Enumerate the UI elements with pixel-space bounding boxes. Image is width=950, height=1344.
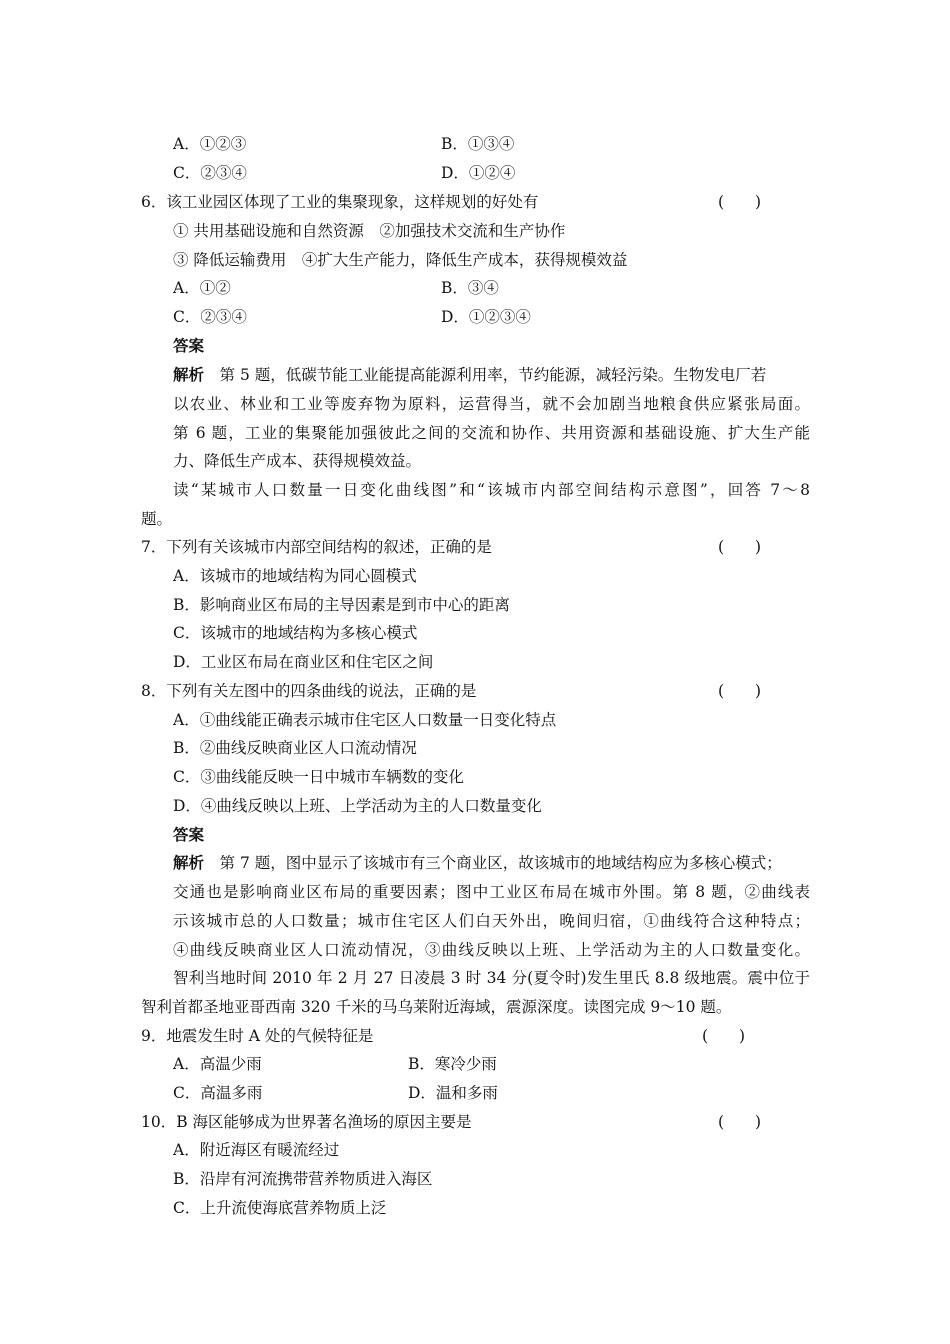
q9-option-c: C．高温多雨: [173, 1084, 263, 1102]
q9-option-a: A．高温少雨: [173, 1055, 262, 1073]
q8-option-c: C．③曲线能反映一日中城市车辆数的变化: [173, 768, 464, 786]
q9-answer-paren: ( ): [702, 1027, 746, 1045]
q10-option-c: C．上升流使海底营养物质上泛: [173, 1199, 387, 1217]
q6-statement-1: ① 共用基础设施和自然资源 ②加强技术交流和生产协作: [173, 222, 566, 240]
q8-stem: 8．下列有关左图中的四条曲线的说法，正确的是: [141, 682, 477, 700]
explanation-line: ④曲线反映商业区人口流动情况，③曲线反映以上班、上学活动为主的人口数量变化。: [173, 941, 810, 959]
q6-option-b: B．③④: [441, 279, 499, 297]
q6-option-d: D．①②③④: [441, 308, 531, 326]
q8-option-d: D．④曲线反映以上班、上学活动为主的人口数量变化: [173, 797, 542, 815]
q5-option-a: A．①②③: [173, 135, 247, 153]
q6-option-a: A．①②: [173, 279, 231, 297]
explanation-line: 力、降低生产成本、获得规模效益。: [173, 452, 422, 470]
q7-option-d: D．工业区布局在商业区和住宅区之间: [173, 653, 434, 671]
explanation-label: 解析: [173, 853, 205, 872]
q10-stem: 10．B 海区能够成为世界著名渔场的原因主要是: [141, 1113, 472, 1131]
q5-option-c: C．②③④: [173, 164, 247, 182]
q7-option-a: A．该城市的地域结构为同心圆模式: [173, 567, 417, 585]
explanation-line: 交通也是影响商业区布局的重要因素；图中工业区布局在城市外围。第 8 题，②曲线表: [173, 883, 810, 901]
q7-answer-paren: ( ): [718, 538, 762, 556]
answer-label: 答案: [173, 825, 205, 844]
q9-option-d: D．温和多雨: [408, 1084, 498, 1102]
explanation-line: 以农业、林业和工业等废弃物为原料，运营得当，就不会加剧当地粮食供应紧张局面。: [173, 395, 810, 413]
q5-option-b: B．①③④: [441, 135, 515, 153]
q8-option-a: A．①曲线能正确表示城市住宅区人口数量一日变化特点: [173, 711, 557, 729]
passage-intro-9-10-cont: 智利首都圣地亚哥西南 320 千米的马乌莱附近海域，震源深度。读图完成 9～10 题。: [141, 998, 732, 1016]
q7-stem: 7．下列有关该城市内部空间结构的叙述，正确的是: [141, 538, 492, 556]
q6-stem: 6．该工业园区体现了工业的集聚现象，这样规划的好处有: [141, 193, 539, 211]
q5-option-d: D．①②④: [441, 164, 516, 182]
q6-option-c: C．②③④: [173, 308, 247, 326]
q9-stem: 9．地震发生时 A 处的气候特征是: [141, 1027, 374, 1045]
q8-answer-paren: ( ): [718, 682, 762, 700]
q10-answer-paren: ( ): [718, 1113, 762, 1131]
explanation-line: [173, 365, 810, 385]
q6-answer-paren: ( ): [718, 193, 762, 211]
explanation-text: 第 7 题，图中显示了该城市有三个商业区，故该城市的地域结构应为多核心模式；: [204, 854, 782, 872]
explanation-line: [173, 853, 810, 873]
q10-option-b: B．沿岸有河流携带营养物质进入海区: [173, 1170, 433, 1188]
q7-option-b: B．影响商业区布局的主导因素是到市中心的距离: [173, 596, 510, 614]
q7-option-c: C．该城市的地域结构为多核心模式: [173, 624, 418, 642]
q6-statement-2: ③ 降低运输费用 ④扩大生产能力，降低生产成本，获得规模效益: [173, 251, 628, 269]
answer-label: 答案: [173, 336, 205, 355]
passage-intro-9-10: 智利当地时间 2010 年 2 月 27 日凌晨 3 时 34 分(夏令时)发生里氏 8.8 级地震。震中位于: [173, 969, 810, 987]
explanation-line: 示该城市总的人口数量；城市住宅区人们白天外出，晚间归宿，①曲线符合这种特点；: [173, 912, 810, 930]
passage-intro-7-8-cont: 题。: [141, 510, 173, 528]
q9-option-b: B．寒冷少雨: [408, 1055, 497, 1073]
q8-option-b: B．②曲线反映商业区人口流动情况: [173, 739, 417, 757]
q10-option-a: A．附近海区有暖流经过: [173, 1141, 340, 1159]
explanation-line: 第 6 题，工业的集聚能加强彼此之间的交流和协作、共用资源和基础设施、扩大生产能: [173, 424, 810, 442]
explanation-label: 解析: [173, 365, 205, 384]
explanation-text: 第 5 题，低碳节能工业能提高能源利用率，节约能源，减轻污染。生物发电厂若: [204, 366, 767, 384]
passage-intro-7-8: 读“某城市人口数量一日变化曲线图”和“该城市内部空间结构示意图”，回答 7～8: [173, 481, 810, 499]
